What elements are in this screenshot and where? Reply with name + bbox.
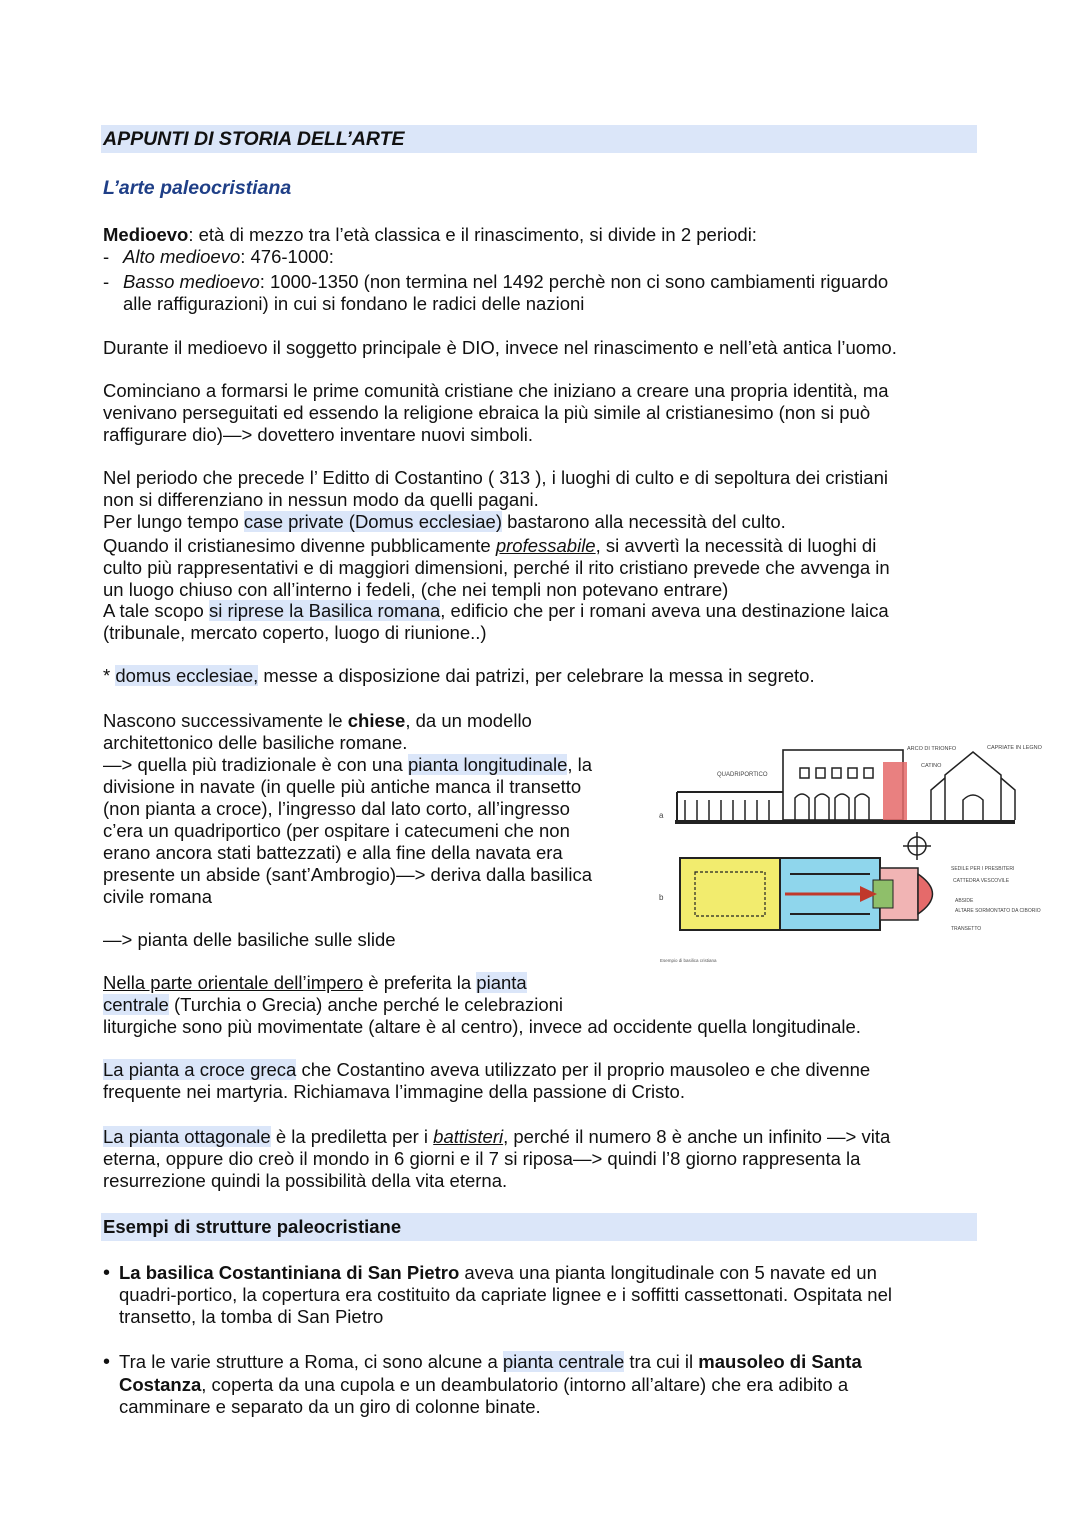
medioevo-term: Medioevo [103, 224, 189, 245]
highlight-domus: case private (Domus ecclesiae) [243, 511, 502, 532]
paragraph-editto-1: Nel periodo che precede l’ Editto di Costantino ( 313 ), i luoghi di culto e di sepoltura dei cristiani [103, 467, 888, 488]
ottagonale-2: eterna, oppure dio creò il mondo in 6 giorni e il 7 si riposa—> quindi l’8 giorno rappresenta la [103, 1148, 861, 1169]
ottagonale-1: La pianta ottagonale è la prediletta per i battisteri, perché il numero 8 è anche un infinito —> vita [103, 1126, 891, 1147]
paragraph-editto-5: culto più rappresentativi e di maggiori dimensioni, perché il rito cristiano prevede che avvenga in [103, 557, 890, 578]
bullet1-line2: quadri-portico, la copertura era costituito da capriate lignee e i soffitti cassettonati. Ospitata nel [119, 1284, 892, 1305]
note-domus: * domus ecclesiae, messe a disposizione dai patrizi, per celebrare la messa in segreto. [103, 665, 815, 686]
chiese-7: erano ancora stati battezzati) e alla fine della navata era [103, 842, 563, 863]
label-quadriportico: QUADRIPORTICO [717, 772, 768, 778]
compass-symbol [903, 832, 931, 860]
bullet-icon: • [103, 1262, 111, 1284]
chiese-5: (non pianta a croce), l’ingresso dal lato corto, all’ingresso [103, 798, 570, 819]
page-title: APPUNTI DI STORIA DELL’ARTE [103, 128, 405, 150]
oriente-3: liturgiche sono più movimentate (altare è al centro), invece ad occidente quella longitudinale. [103, 1016, 861, 1037]
label-arco: ARCO DI TRIONFO [907, 746, 957, 752]
medioevo-line: Medioevo: età di mezzo tra l’età classica e il rinascimento, si divide in 2 periodi: [103, 224, 757, 245]
figure-caption: Esempio di basilica cristiana [660, 958, 717, 963]
paragraph-comunita-1: Cominciano a formarsi le prime comunità cristiane che iniziano a creare una propria identità, ma [103, 380, 889, 401]
label-transetto: TRANSETTO [951, 926, 982, 932]
esempi-heading: Esempi di strutture paleocristiane [103, 1216, 402, 1237]
label-cattedra: CATTEDRA VESCOVILE [953, 878, 1010, 884]
label-abside: ABSIDE [955, 898, 974, 904]
chiese-9: civile romana [103, 886, 212, 907]
bullet2-line2: Costanza, coperta da una cupola e un deambulatorio (intorno all’altare) che era adibito a [119, 1374, 849, 1395]
basso-medioevo-cont: alle raffigurazioni) in cui si fondano le radici delle nazioni [123, 293, 585, 314]
bullet1-line1: La basilica Costantiniana di San Pietro aveva una pianta longitudinale con 5 navate ed un [119, 1262, 877, 1283]
chiese-6: c’era un quadriportico (per ospitare i catecumeni che non [103, 820, 570, 841]
oriente-2: centrale (Turchia o Grecia) anche perché le celebrazioni [103, 994, 564, 1015]
paragraph-editto-3: Per lungo tempo case private (Domus ecclesiae) bastarono alla necessità del culto. [103, 511, 786, 532]
chiese-4: divisione in navate (in quelle più antiche manca il transetto [103, 776, 582, 797]
paragraph-editto-4: Quando il cristianesimo divenne pubblicamente professabile, si avvertì la necessità di luoghi di [103, 535, 877, 556]
label-capriate: CAPRIATE IN LEGNO [987, 745, 1042, 751]
bullet-icon: • [103, 1351, 111, 1373]
floor-plan [659, 858, 1041, 963]
croce-2: frequente nei martyria. Richiamava l’immagine della passione di Cristo. [103, 1081, 685, 1102]
bullet2-line3: camminare e separato da un giro di colonne binate. [119, 1396, 541, 1417]
bullet1-line3: transetto, la tomba di San Pietro [119, 1306, 384, 1327]
bullet2-line1: Tra le varie strutture a Roma, ci sono alcune a pianta centrale tra cui il mausoleo di Santa [119, 1351, 862, 1372]
elevation-section [659, 745, 1043, 824]
basilica-diagram [655, 740, 1042, 970]
section-subtitle: L’arte paleocristiana [103, 177, 292, 199]
paragraph-editto-7: A tale scopo si riprese la Basilica romana, edificio che per i romani aveva una destinazione laica [103, 600, 889, 621]
paragraph-editto-6: un luogo chiuso con all’interno i fedeli, (che nei templi non potevano entrare) [103, 579, 729, 600]
label-catino: CATINO [921, 763, 942, 769]
label-sedile: SEDILE PER I PRESBITERI [951, 866, 1015, 872]
alto-medioevo-item: - Alto medioevo: 476-1000: [103, 246, 334, 267]
croce-1: La pianta a croce greca che Costantino aveva utilizzato per il proprio mausoleo e che divenne [103, 1059, 871, 1080]
label-a: a [659, 811, 664, 820]
label-b: b [659, 893, 664, 902]
chiese-1: Nascono successivamente le chiese, da un modello [103, 710, 532, 731]
paragraph-dio: Durante il medioevo il soggetto principale è DIO, invece nel rinascimento e nell’età antica l’uomo. [103, 337, 897, 358]
paragraph-comunita-3: raffigurare dio)—> dovettero inventare nuovi simboli. [103, 424, 534, 445]
chiese-2: architettonico delle basiliche romane. [103, 732, 408, 753]
label-altare: ALTARE SORMONTATO DA CIBORIO [955, 908, 1041, 914]
highlight-basilica: si riprese la Basilica romana [208, 600, 441, 621]
paragraph-editto-8: (tribunale, mercato coperto, luogo di riunione..) [103, 622, 487, 643]
paragraph-editto-2: non si differenziano in nessun modo da quelli pagani. [103, 489, 539, 510]
chiese-3: —> quella più tradizionale è con una pianta longitudinale, la [103, 754, 593, 775]
paragraph-comunita-2: venivano perseguitati ed essendo la religione ebraica la più simile al cristianesimo (non si può [103, 402, 871, 423]
chiese-slide-note: —> pianta delle basiliche sulle slide [103, 929, 396, 950]
ottagonale-3: resurrezione quindi la possibilità della vita eterna. [103, 1170, 508, 1191]
basso-medioevo-item: - Basso medioevo: 1000-1350 (non termina nel 1492 perchè non ci sono cambiamenti riguardo [103, 271, 889, 292]
oriente-1: Nella parte orientale dell’impero è preferita la pianta [103, 972, 527, 993]
chiese-8: presente un abside (sant’Ambrogio)—> deriva dalla basilica [103, 864, 592, 885]
